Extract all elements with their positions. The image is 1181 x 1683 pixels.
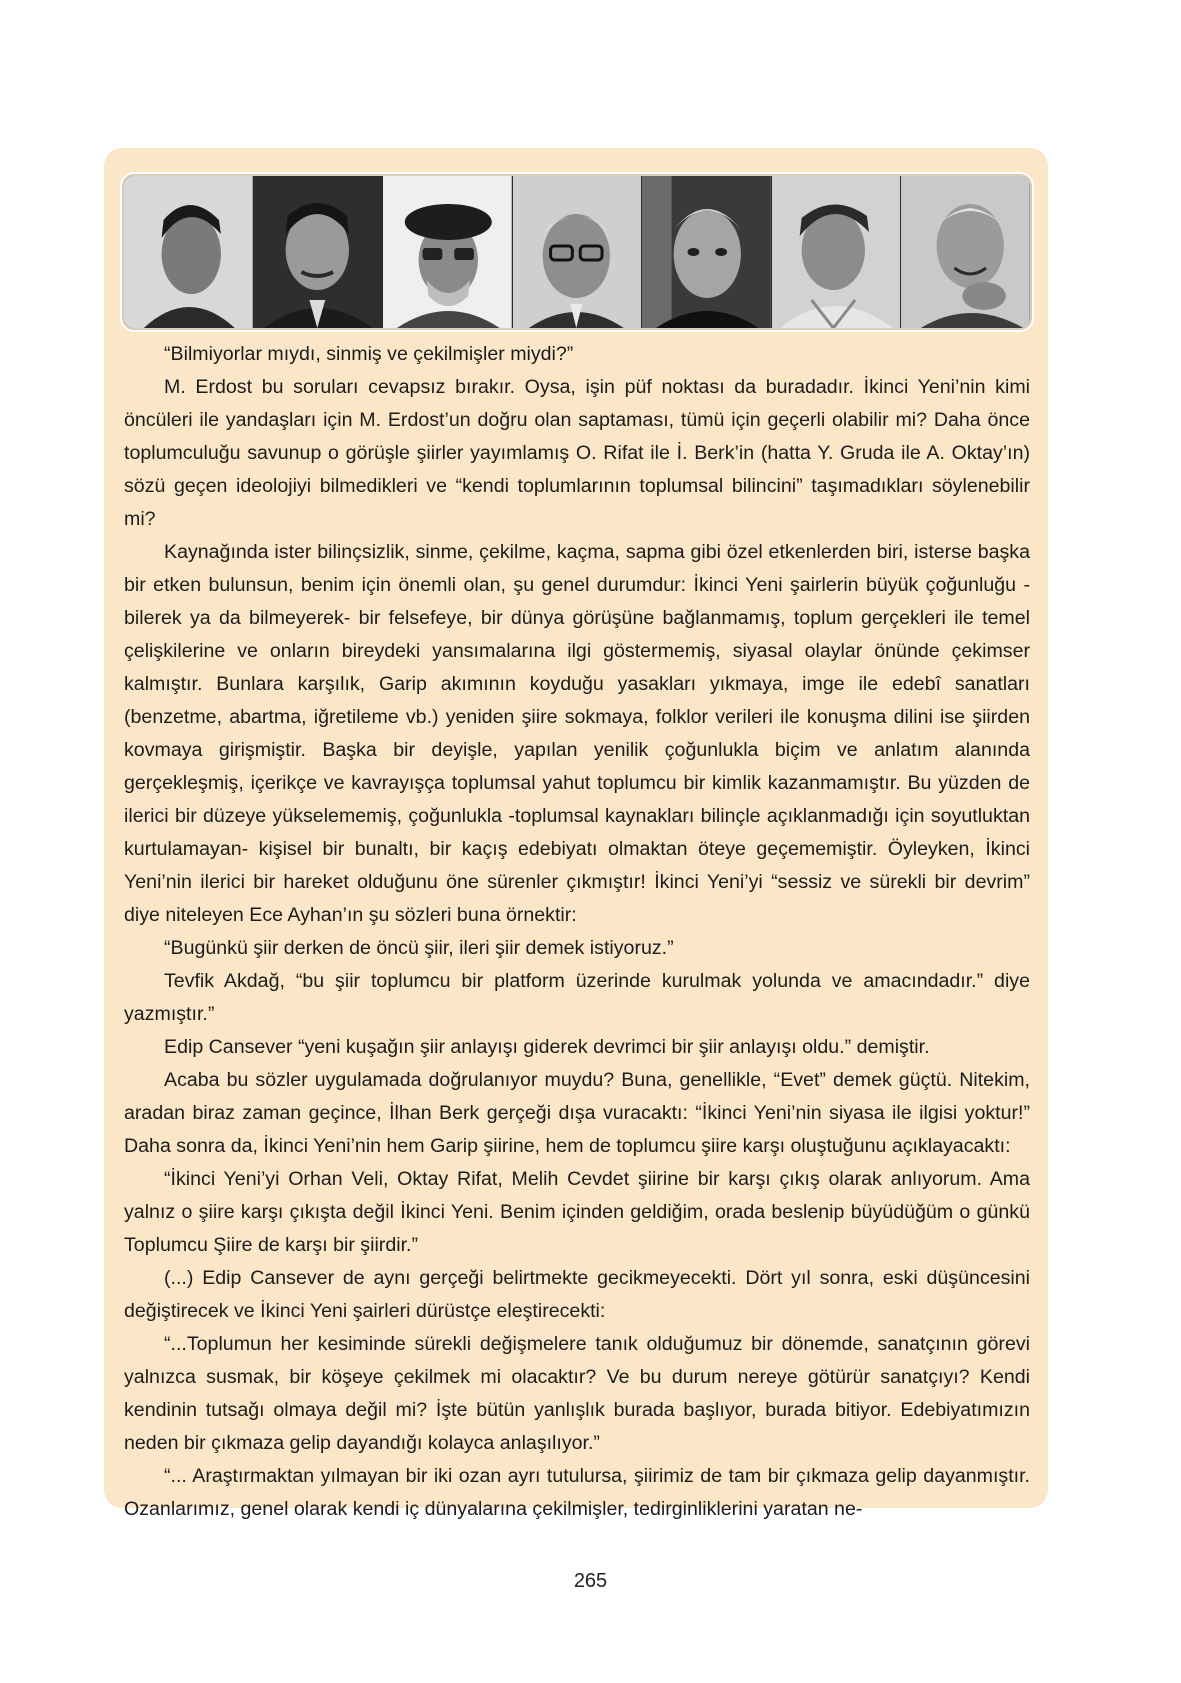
portrait-photo <box>124 176 254 328</box>
portrait-photo <box>383 176 513 328</box>
portrait-photo <box>901 176 1030 328</box>
portrait-photo <box>254 176 384 328</box>
paragraph: (...) Edip Cansever de aynı gerçeği belirtmekte gecikmeyecekti. Dört yıl sonra, eski düşüncesini değiştirecek ve İkinci Yeni şairleri dürüstçe eleştirecekti: <box>124 1267 1030 1322</box>
paragraph: “... Araştırmaktan yılmayan bir iki ozan ayrı tutulursa, şiirimiz de tam bir çıkmaza gelip dayanmıştır. Ozanlarımız, genel olarak kendi iç dünyalarına çekilmişler, tedirginliklerini yaratan ne- <box>124 1465 1030 1520</box>
paragraph: Acaba bu sözler uygulamada doğrulanıyor muydu? Buna, genellikle, “Evet” demek güçtü. Nitekim, aradan biraz zaman geçince, İlhan Berk gerçeği dışa vuracaktı: “İkinci Yeni’nin siyasa ile ilgisi yoktur!” Daha sonra da, İkinci Yeni’nin hem Garip şiirine, hem de toplumcu şiire karşı oluştuğunu açıklayacaktı: <box>124 1069 1030 1157</box>
paragraph: “İkinci Yeni’yi Orhan Veli, Oktay Rifat, Melih Cevdet şiirine bir karşı çıkış olarak anlıyorum. Ama yalnız o şiire karşı çıkışta değil İkinci Yeni. Benim içinden geldiğim, orada beslenip büyüdüğüm o günkü Toplumcu Şiire de karşı bir şiirdir.” <box>124 1168 1030 1256</box>
content-panel <box>104 148 1048 1520</box>
article-text <box>124 338 1030 1526</box>
page-number: 265 <box>573 1570 608 1592</box>
paragraph: Kaynağında ister bilinçsizlik, sinme, çekilme, kaçma, sapma gibi özel etkenlerden biri, isterse başka bir etken bulunsun, benim için önemli olan, şu genel durumdur: İkinci Yeni şairlerin büyük çoğunluğu -bilerek ya da bilmeyerek- bir felsefeye, bir dünya görüşüne bağlanmamış, toplum gerçekleri ile temel çelişkilerine ve onların bireydeki yansımalarına ilgi göstermemiş, siyasal olaylar önünde çekimser kalmıştır. Bunlara karşılık, Garip akımının koyduğu yasakları yıkmaya, imge ile edebî sanatları (benzetme, abartma, iğretileme vb.) yeniden şiire sokmaya, folklor verileri ile konuşma dilini ise şiirden kovmaya girişmiştir. Başka bir deyişle, yapılan yenilik çoğunlukla biçim ve anlatım alanında gerçekleşmiş, içerikçe ve kavrayışça toplumsal yahut toplumcu bir kimlik kazanmamıştır. Bu yüzden de ilerici bir düzeye yükselememiş, çoğunlukla -toplumsal kaynakları bilinçle açıklanmadığı için soyutluktan kurtulamayan- kişisel bir bunaltı, bir kaçış edebiyatı olmaktan öteye geçememiştir. Öyleyken, İkinci Yeni’nin ilerici bir hareket olduğunu öne sürenler çıkmıştır! İkinci Yeni’yi “sessiz ve sürekli bir devrim” diye niteleyen Ece Ayhan’ın şu sözleri buna örnektir: <box>124 541 1030 926</box>
portrait-photo <box>642 176 772 328</box>
paragraph: “...Toplumun her kesiminde sürekli değişmelere tanık olduğumuz bir dönemde, sanatçının görevi yalnızca susmak, bir köşeye çekilmek mi olacaktır? Ve bu durum nereye götürür sanatçıyı? Kendi kendinin tutsağı olmaya değil mi? İşte bütün yanlışlık burada başlıyor, burada bitiyor. Edebiyatımızın neden bir çıkmaza gelip dayandığı kolayca anlaşılıyor.” <box>124 1333 1030 1454</box>
portrait-photo <box>772 176 902 328</box>
paragraph: “Bilmiyorlar mıydı, sinmiş ve çekilmişler miydi?” <box>164 343 574 365</box>
paragraph: Tevfik Akdağ, “bu şiir toplumcu bir platform üzerinde kurulmak yolunda ve amacındadır.” diye yazmıştır.” <box>124 970 1030 1025</box>
paragraph: M. Erdost bu soruları cevapsız bırakır. Oysa, işin püf noktası da buradadır. İkinci Yeni’nin kimi öncüleri ile yandaşları için M. Erdost’un doğru olan saptaması, tümü için geçerli olabilir mi? Daha önce toplumculuğu savunup o görüşle şiirler yayımlamış O. Rifat ile İ. Berk’in (hatta Y. Gruda ile A. Oktay’ın) sözü geçen ideolojiyi bilmedikleri ve “kendi toplumlarının toplumsal bilincini” taşımadıkları söylenebilir mi? <box>124 376 1030 530</box>
paragraph: Edip Cansever “yeni kuşağın şiir anlayışı giderek devrimci bir şiir anlayışı oldu.” demiştir. <box>164 1036 930 1058</box>
poet-photo-strip <box>124 176 1030 328</box>
paragraph: “Bugünkü şiir derken de öncü şiir, ileri şiir demek istiyoruz.” <box>164 937 674 959</box>
portrait-photo <box>513 176 643 328</box>
